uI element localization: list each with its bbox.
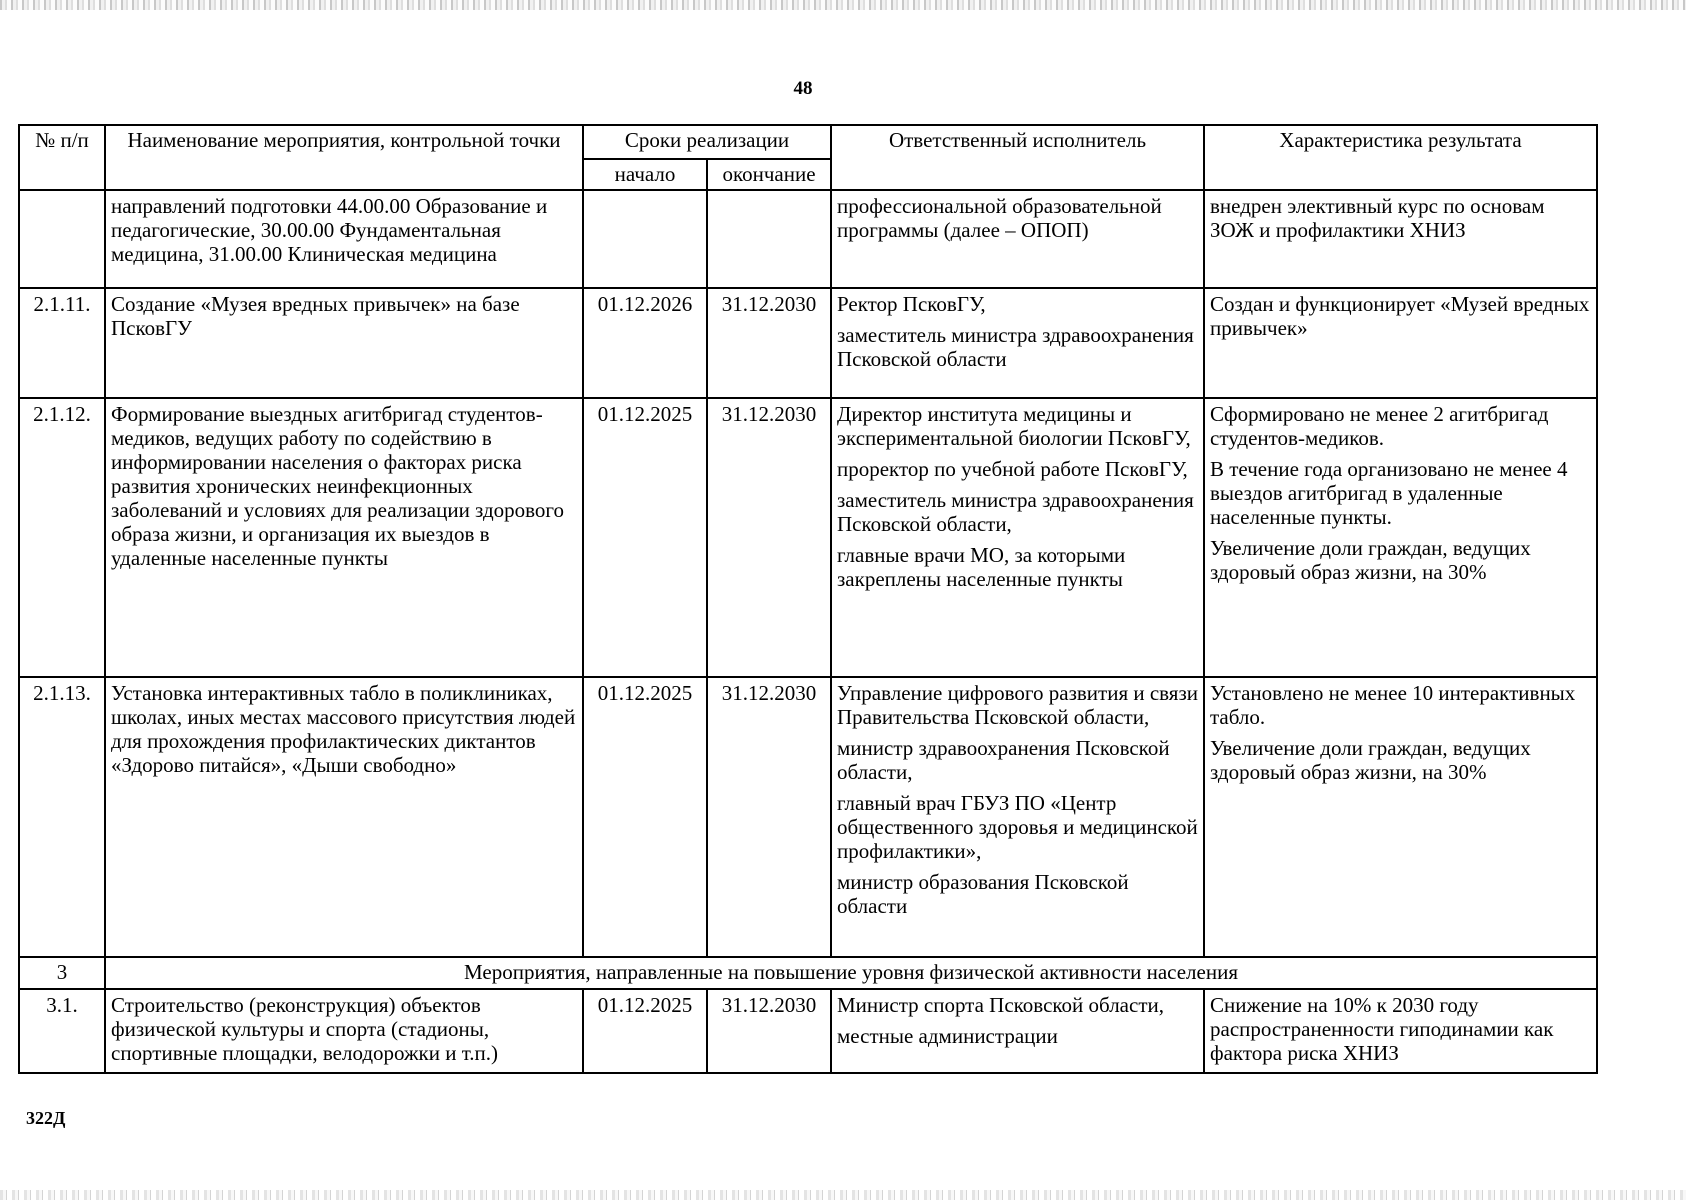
cell-result <box>1204 677 1597 957</box>
cell-result-paragraph: внедрен элективный курс по основам ЗОЖ и профилактики ХНИЗ <box>1210 194 1545 242</box>
cell-responsible-paragraph: заместитель министра здравоохранения Псковской области <box>837 323 1194 371</box>
cell-responsible <box>831 398 1204 677</box>
cell-num: 2.1.11. <box>19 288 105 398</box>
cell-start-date <box>583 190 707 288</box>
cell-responsible-paragraph: местные администрации <box>837 1024 1058 1048</box>
cell-result-paragraph: В течение года организовано не менее 4 выездов агитбригад в удаленные населенные пункты. <box>1210 457 1568 529</box>
table-row <box>19 190 1597 288</box>
cell-name <box>105 398 583 677</box>
scan-edge-top <box>0 0 1686 10</box>
cell-name <box>105 989 583 1073</box>
cell-end-date: 31.12.2030 <box>707 989 831 1073</box>
header-start: начало <box>583 159 707 190</box>
scan-edge-bottom <box>0 1190 1686 1200</box>
cell-responsible <box>831 190 1204 288</box>
cell-num: 2.1.13. <box>19 677 105 957</box>
header-result: Характеристика результата <box>1204 125 1597 190</box>
cell-responsible <box>831 677 1204 957</box>
cell-name <box>105 677 583 957</box>
cell-num <box>19 190 105 288</box>
cell-num: 3.1. <box>19 989 105 1073</box>
cell-responsible-paragraph: проректор по учебной работе ПсковГУ, <box>837 457 1188 481</box>
header-num: № п/п <box>19 125 105 190</box>
cell-start-date: 01.12.2025 <box>583 677 707 957</box>
cell-responsible <box>831 989 1204 1073</box>
cell-responsible-paragraph: Министр спорта Псковской области, <box>837 993 1164 1017</box>
cell-num: 3 <box>19 957 105 989</box>
table-row <box>19 398 1597 677</box>
cell-result <box>1204 398 1597 677</box>
cell-name-paragraph: Формирование выездных агитбригад студентов-медиков, ведущих работу по содействию в информировании населения о факторах риска развития хронических неинфекционных заболеваний и условиях для реализации здорового образа жизни, и организация их выездов в удаленные населенные пункты <box>111 402 565 570</box>
cell-name-paragraph: направлений подготовки 44.00.00 Образование и педагогические, 30.00.00 Фундаментальная медицина, 31.00.00 Клиническая медицина <box>111 194 548 266</box>
cell-result-paragraph: Снижение на 10% к 2030 году распространенности гиподинамии как фактора риска ХНИЗ <box>1210 993 1554 1065</box>
cell-responsible-paragraph: министр здравоохранения Псковской области, <box>837 736 1170 784</box>
cell-name-paragraph: Строительство (реконструкция) объектов физической культуры и спорта (стадионы, спортивные площадки, велодорожки и т.п.) <box>111 993 499 1065</box>
cell-name <box>105 190 583 288</box>
table-row <box>19 989 1597 1073</box>
table-body <box>19 190 1597 1073</box>
header-end: окончание <box>707 159 831 190</box>
page-number: 48 <box>793 78 813 99</box>
footer-code: 322Д <box>26 1108 66 1128</box>
cell-responsible-paragraph: заместитель министра здравоохранения Псковской области, <box>837 488 1194 536</box>
cell-result <box>1204 989 1597 1073</box>
cell-responsible-paragraph: Директор института медицины и экспериментальной биологии ПсковГУ, <box>837 402 1191 450</box>
cell-name-paragraph: Установка интерактивных табло в поликлиниках, школах, иных местах массового присутствия людей для прохождения профилактических диктантов «Здорово питайся», «Дыши свободно» <box>111 681 576 777</box>
cell-start-date: 01.12.2026 <box>583 288 707 398</box>
cell-result <box>1204 190 1597 288</box>
cell-end-date <box>707 190 831 288</box>
section-title: Мероприятия, направленные на повышение уровня физической активности населения <box>105 957 1597 989</box>
cell-result-paragraph: Увеличение доли граждан, ведущих здоровый образ жизни, на 30% <box>1210 536 1531 584</box>
cell-num: 2.1.12. <box>19 398 105 677</box>
header-responsible: Ответственный исполнитель <box>831 125 1204 190</box>
cell-end-date: 31.12.2030 <box>707 677 831 957</box>
cell-responsible <box>831 288 1204 398</box>
cell-name <box>105 288 583 398</box>
cell-result <box>1204 288 1597 398</box>
header-name: Наименование мероприятия, контрольной точки <box>105 125 583 190</box>
cell-responsible-paragraph: главные врачи МО, за которыми закреплены населенные пункты <box>837 543 1126 591</box>
cell-result-paragraph: Создан и функционирует «Музей вредных привычек» <box>1210 292 1590 340</box>
section-row <box>19 957 1597 989</box>
table-header-row <box>19 125 1597 159</box>
table-row <box>19 677 1597 957</box>
cell-end-date: 31.12.2030 <box>707 398 831 677</box>
cell-start-date: 01.12.2025 <box>583 398 707 677</box>
cell-responsible-paragraph: Управление цифрового развития и связи Правительства Псковской области, <box>837 681 1198 729</box>
activities-table <box>18 124 1598 1074</box>
table-row <box>19 288 1597 398</box>
cell-responsible-paragraph: министр образования Псковской области <box>837 870 1129 918</box>
cell-start-date: 01.12.2025 <box>583 989 707 1073</box>
cell-result-paragraph: Увеличение доли граждан, ведущих здоровый образ жизни, на 30% <box>1210 736 1531 784</box>
cell-responsible-paragraph: Ректор ПсковГУ, <box>837 292 986 316</box>
header-terms: Сроки реализации <box>583 125 831 159</box>
cell-responsible-paragraph: главный врач ГБУЗ ПО «Центр общественного здоровья и медицинской профилактики», <box>837 791 1198 863</box>
cell-result-paragraph: Сформировано не менее 2 агитбригад студентов-медиков. <box>1210 402 1549 450</box>
cell-name-paragraph: Создание «Музея вредных привычек» на базе ПсковГУ <box>111 292 520 340</box>
cell-responsible-paragraph: профессиональной образовательной программы (далее – ОПОП) <box>837 194 1162 242</box>
cell-result-paragraph: Установлено не менее 10 интерактивных табло. <box>1210 681 1576 729</box>
cell-end-date: 31.12.2030 <box>707 288 831 398</box>
